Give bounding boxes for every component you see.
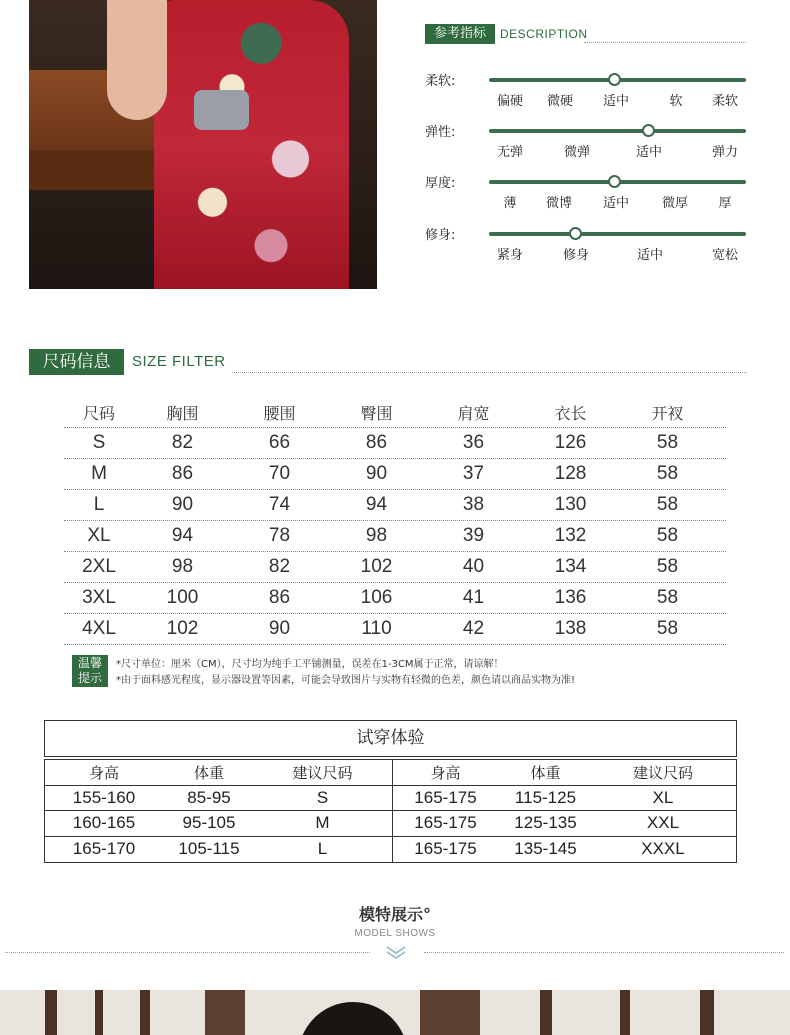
size-cell: 90 [171,494,194,515]
window-frame [700,990,714,1035]
fitting-cell: XL [652,787,674,807]
size-cell: 128 [554,463,587,484]
size-cell: 3XL [82,587,116,608]
size-cell: 126 [554,432,587,453]
size-cell: S [92,432,106,453]
size-cell: 38 [462,494,485,515]
tip-text: *尺寸单位：厘米（CM），尺寸均为纯手工平铺测量，误差在1-3CM属于正常，请谅解！ [116,659,504,670]
elasticity-label: 弹性: [425,125,456,140]
softness-label: 柔软: [425,74,456,89]
fitting-table [44,759,737,863]
fitting-cell: L [317,839,328,859]
fit-label: 修身: [425,228,456,243]
fitting-header-cell: 建议尺码 [292,763,353,782]
elasticity-knob [642,124,655,137]
window-frame [620,990,630,1035]
size-cell: 136 [554,587,587,608]
size-cell: 90 [365,463,388,484]
window-frame [140,990,150,1035]
size-header-cell: 腰围 [263,404,296,423]
size-cell: 98 [171,556,194,577]
size-table-header [64,398,726,428]
fitting-cell: 135-145 [514,839,577,859]
window-frame [45,990,57,1035]
size-cell: 82 [268,556,291,577]
tip-badge [72,655,108,687]
size-cell: 58 [656,432,679,453]
table-row [393,811,736,837]
model-shows-subtitle: MODEL SHOWS [354,928,436,939]
elasticity-option: 无弹 [496,145,524,160]
tip-badge-line: 提示 [77,671,102,685]
fit-option: 修身 [562,248,590,263]
window-frame [205,990,245,1035]
size-cell: 41 [462,587,485,608]
fitting-cell: M [315,813,330,833]
softness-indicator [425,70,750,120]
size-cell: 58 [656,587,679,608]
size-cell: 86 [268,587,291,608]
fitting-cell: 160-165 [72,813,136,833]
thickness-label: 厚度: [425,176,456,191]
size-header-cell: 尺码 [82,404,115,423]
fitting-table-right [392,760,736,862]
product-photo-top [29,0,377,289]
fitting-cell: 165-175 [414,787,477,807]
size-info-tag-en: SIZE FILTER [132,353,226,370]
size-header-cell: 衣长 [554,404,587,423]
fitting-header [45,760,392,786]
size-cell: 74 [268,494,291,515]
size-cell: 58 [656,556,679,577]
model-divider-left [5,952,370,953]
fitting-header-cell: 体重 [193,763,224,782]
size-cell: 58 [656,618,679,639]
size-cell: 58 [656,494,679,515]
fitting-cell: 95-105 [182,813,236,833]
tip-text: *由于面料感光程度，显示器设置等因素，可能会导致图片与实物有轻微的色差，颜色请以商品实物为准! [116,675,576,686]
size-cell: 102 [166,618,199,639]
tip-badge-line: 温馨 [77,656,102,670]
table-row [45,786,392,812]
description-tag-en: DESCRIPTION [500,27,588,41]
thickness-option: 薄 [503,196,517,211]
table-row [64,521,726,552]
size-cell: 100 [166,587,199,608]
thickness-knob [608,175,621,188]
size-cell: 82 [171,432,194,453]
table-row [64,459,726,490]
size-cell: 58 [656,525,679,546]
size-cell: 36 [462,432,485,453]
size-cell: 42 [462,618,485,639]
model-head [298,1002,408,1035]
softness-option: 软 [669,94,683,109]
fitting-title: 试穿体验 [44,720,737,757]
size-cell: M [91,463,107,484]
size-cell: 94 [365,494,388,515]
fitting-header [393,760,736,786]
size-cell: 40 [462,556,485,577]
size-cell: 130 [554,494,587,515]
elasticity-option: 适中 [635,145,663,160]
thickness-option: 微厚 [661,196,689,211]
size-cell: 110 [361,618,392,639]
size-divider [232,372,747,373]
size-cell: 86 [365,432,388,453]
size-table [64,398,726,645]
table-row [64,428,726,459]
fitting-cell: 105-115 [178,839,240,859]
fitting-cell: 165-175 [414,813,477,833]
softness-option: 偏硬 [496,94,524,109]
size-cell: 78 [268,525,291,546]
table-row [64,614,726,645]
size-info-tag: 尺码信息 [29,349,124,375]
table-row [45,837,392,863]
fit-option: 紧身 [496,248,524,263]
size-cell: 70 [268,463,291,484]
description-tag: 参考指标 [425,24,495,44]
fitting-cell: 165-170 [72,839,136,859]
fit-track [489,232,746,236]
table-row [64,583,726,614]
floral-qipao-dress [154,0,349,289]
model-divider-right [424,952,784,953]
thickness-option: 厚 [718,196,732,211]
size-header-cell: 开衩 [651,404,684,423]
size-header-cell: 胸围 [166,404,199,423]
fitting-cell: S [316,787,329,807]
softness-option: 微硬 [546,94,574,109]
window-frame [540,990,552,1035]
window-frame [95,990,103,1035]
fit-option: 适中 [636,248,664,263]
size-cell: 106 [360,587,393,608]
size-cell: 37 [462,463,485,484]
size-cell: 2XL [82,556,116,577]
fitting-header-cell: 身高 [88,763,119,782]
size-cell: 94 [171,525,194,546]
size-cell: 4XL [82,618,116,639]
size-cell: 66 [268,432,291,453]
softness-option: 适中 [602,94,630,109]
model-shows-title: 模特展示° [358,905,431,924]
description-divider [584,42,746,43]
fitting-header-cell: 体重 [530,763,561,782]
table-row [64,490,726,521]
softness-knob [608,73,621,86]
size-cell: 132 [554,525,587,546]
fitting-header-cell: 身高 [430,763,461,782]
thickness-option: 微博 [545,196,573,211]
elasticity-option: 微弹 [563,145,591,160]
fitting-cell: 125-135 [514,813,577,833]
window-frame [420,990,480,1035]
fitting-cell: 155-160 [72,787,136,807]
double-chevron-down-icon [385,945,407,961]
model-arm [107,0,167,120]
size-header-cell: 肩宽 [457,404,490,423]
elasticity-option: 弹力 [711,145,739,160]
size-header-cell: 臀围 [360,404,393,423]
fitting-cell: XXL [646,813,680,833]
size-cell: XL [87,525,111,546]
size-cell: 98 [365,525,388,546]
fitting-header-cell: 建议尺码 [632,763,693,782]
fitting-cell: XXXL [641,839,685,859]
silver-clutch-bag [194,90,249,130]
fit-knob [569,227,582,240]
thickness-option: 适中 [602,196,630,211]
table-row [393,786,736,812]
size-cell: 90 [268,618,291,639]
size-cell: 102 [360,556,393,577]
fit-option: 宽松 [711,248,739,263]
size-cell: 134 [554,556,587,577]
table-row [64,552,726,583]
thickness-indicator [425,172,750,222]
model-photo [0,990,790,1035]
size-cell: 86 [171,463,194,484]
fitting-cell: 85-95 [187,787,231,807]
fitting-cell: 165-175 [414,839,477,859]
softness-option: 柔软 [711,94,739,109]
table-row [393,837,736,863]
elasticity-track [489,129,746,133]
size-cell: 39 [462,525,485,546]
size-cell: 138 [554,618,587,639]
fitting-table-left [45,760,392,862]
size-cell: 58 [656,463,679,484]
elasticity-indicator [425,121,750,171]
fitting-cell: 115-125 [514,787,577,807]
fit-indicator [425,224,750,274]
table-row [45,811,392,837]
size-cell: L [93,494,105,515]
